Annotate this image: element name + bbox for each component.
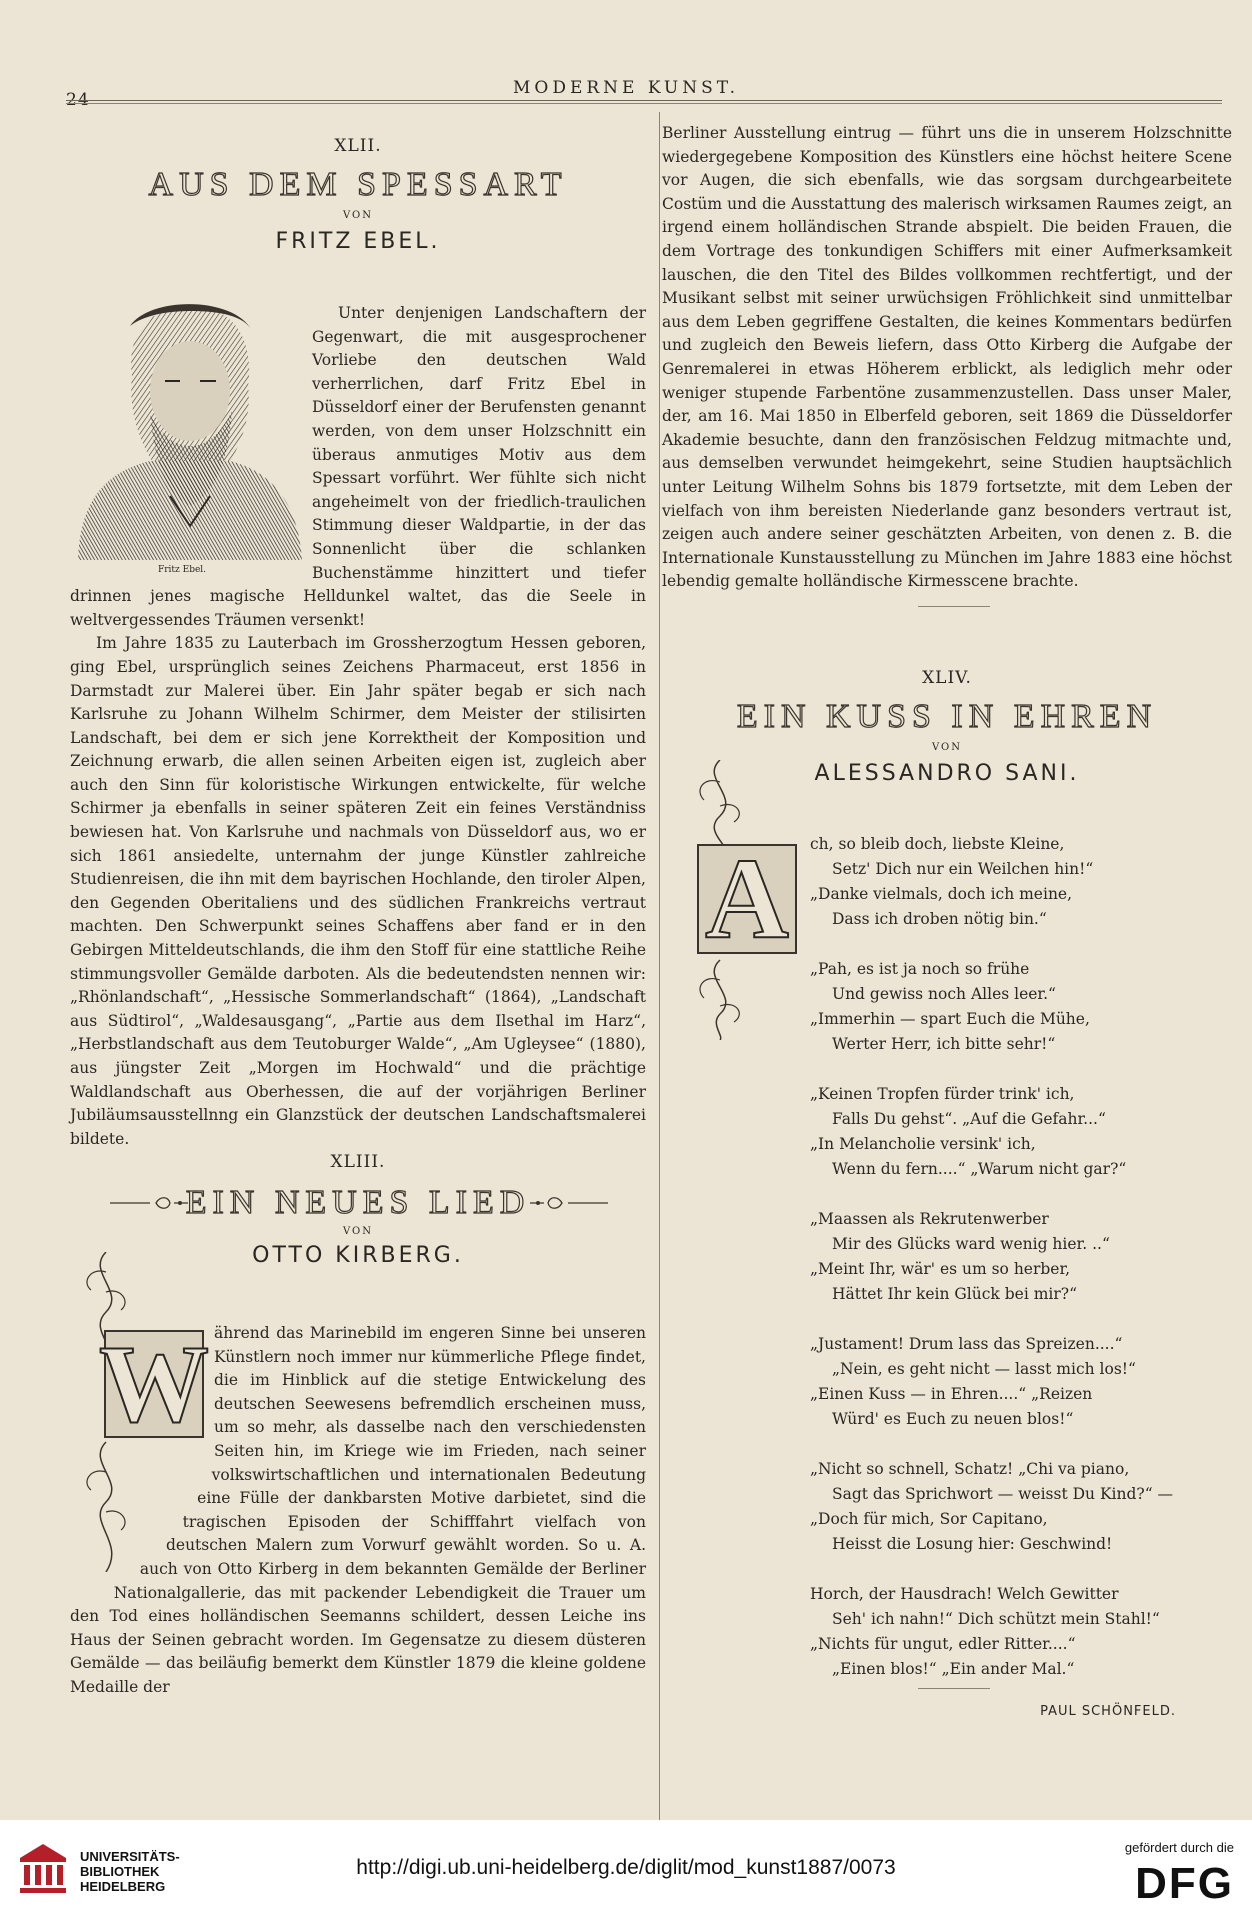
poem-line: Heisst die Losung hier: Geschwind! bbox=[832, 1535, 1113, 1553]
header-rule bbox=[66, 100, 1222, 104]
article-title: EIN KUSS IN EHREN bbox=[736, 698, 1158, 735]
poem-line: „Pah, es ist ja noch so frühe bbox=[810, 960, 1030, 978]
section-divider bbox=[918, 606, 990, 607]
permalink-url[interactable]: http://digi.ub.uni-heidelberg.de/diglit/mod_kunst1887/0073 bbox=[356, 1856, 896, 1879]
poem-line: „Danke vielmals, doch ich meine, bbox=[810, 885, 1073, 903]
poem-stanzas bbox=[810, 832, 1220, 1682]
poem-line: Hättet Ihr kein Glück bei mir?“ bbox=[832, 1285, 1078, 1303]
article-author: FRITZ EBEL. bbox=[275, 229, 441, 254]
poem-line: Seh' ich nahn!“ Dich schützt mein Stahl!“ bbox=[832, 1610, 1160, 1628]
article-title: AUS DEM SPESSART bbox=[148, 166, 568, 203]
running-title: MODERNE KUNST. bbox=[512, 78, 740, 98]
poem-stanza bbox=[810, 1207, 1220, 1307]
poem-stanza bbox=[810, 957, 1220, 1057]
poem-line: „Nichts für ungut, edler Ritter....“ bbox=[810, 1635, 1076, 1653]
column-rule bbox=[659, 112, 660, 1822]
article-number: XLIV. bbox=[922, 668, 972, 688]
article-xlii-paragraph-2: Im Jahre 1835 zu Lauterbach im Grossherzogtum Hessen geboren, ging Ebel, ursprünglich seines Zeichens Pharmaceut, erst 1856 in Darmstadt zur Malerei über. Ein Jahr später begab er sich nach Karlsruhe zu Johann Wilhelm Schirmer, dem Meister der stilisirten Landschaft, bei dem er sich jene Korrektheit der Komposition und Zeichnung erwarb, die allen seinen Arbeiten eigen ist, zugleich aber auch den Sinn für koloristische Wirkungen entwickelte, für welche Schirmer ja ebenfalls in seiner späteren Zeit ein feines Verständniss bewiesen hat. Von Karlsruhe und nachmals von Düsseldorf aus, wo er sich 1861 ansiedelte, unternahm der junge Künstler zahlreiche Studienreisen, die ihn mit dem bayrischen Hochlande, den tiroler Alpen, den Gegenden Oberitaliens und des südlichen Frankreichs vertraut machten. Den Schwerpunkt seines Schaffens aber fand er in den Gebirgen Mitteldeutschlands, die ihm den Stoff für eine stattliche Reihe stimmungsvoller Gemälde darboten. Als die bedeutendsten nennen wir: „Rhönlandschaft“, „Hessische Sommerlandschaft“ (1864), „Landschaft aus Südtirol“, „Waldesausgang“, „Partie aus dem Ilsethal im Harz“, „Herbstlandschaft aus dem Teutoburger Walde“, „Am Ugleysee“ (1880), aus jüngster Zeit „Morgen im Hochwald“ und die prächtige Waldlandschaft aus Oberhessen, die auf der vorjährigen Berliner Jubiläumsausstellnng ein Glanzstück der deutschen Landschaftsmalerei bildete. bbox=[70, 634, 646, 1148]
article-number: XLIII. bbox=[330, 1152, 386, 1172]
poem-line: „Nicht so schnell, Schatz! „Chi va piano, bbox=[810, 1460, 1130, 1478]
poem-line: „Meint Ihr, wär' es um so herber, bbox=[810, 1260, 1071, 1278]
poem-line: Horch, der Hausdrach! Welch Gewitter bbox=[810, 1585, 1119, 1603]
poem-line: Setz' Dich nur ein Weilchen hin!“ bbox=[832, 860, 1094, 878]
article-xliii-body bbox=[70, 1322, 646, 1700]
poem-stanza bbox=[810, 1582, 1220, 1682]
poem-line: „Maassen als Rekrutenwerber bbox=[810, 1210, 1049, 1228]
portrait-caption: Fritz Ebel. bbox=[158, 565, 207, 575]
poem-line: Wenn du fern....“ „Warum nicht gar?“ bbox=[832, 1160, 1127, 1178]
poem-line: „Einen Kuss — in Ehren....“ „Reizen bbox=[810, 1385, 1093, 1403]
dfg-logo: DFG bbox=[1135, 1859, 1234, 1908]
article-title: EIN NEUES LIED bbox=[185, 1184, 531, 1221]
drop-cap-w: W bbox=[99, 1322, 209, 1445]
poem-line: „Immerhin — spart Euch die Mühe, bbox=[810, 1010, 1090, 1028]
poem-stanza bbox=[810, 1082, 1220, 1182]
poem-line: „Doch für mich, Sor Capitano, bbox=[810, 1510, 1048, 1528]
poem-line: „In Melancholie versink' ich, bbox=[810, 1135, 1036, 1153]
von-label: VON bbox=[343, 210, 373, 221]
page-number: 24 bbox=[66, 90, 90, 110]
poem-line: Falls Du gehst“. „Auf die Gefahr...“ bbox=[832, 1110, 1106, 1128]
article-xliii-continuation bbox=[662, 122, 1232, 594]
article-xliii-paragraph-2: Berliner Ausstellung eintrug — führt uns die in unserem Holzschnitte wiedergegebene Komposition des Künstlers eine höchst heitere Scene vor Augen, die sich ebenfalls, wie das sorgsam durchgearbeitete Costüm und die Ausstattung des malerisch wirksamen Raumes zeigt, an irgend einem holländischen Strande abspielt. Die beiden Frauen, die dem Vortrage des tonkundigen Schiffers mit einer Aufmerksamkeit lauschen, die den Titel des Bildes vollkommen rechtfertigt, und der Musikant selbst mit seiner urwüchsigen Fröhlichkeit sind unmittelbar aus dem Leben gegriffene Gestalten, die keines Kommentars bedürfen und zugleich den Beweis liefern, dass Otto Kirberg die Aufgabe der Genremalerei in etwas Höherem erblickt, als lediglich mehr oder weniger stupende Farbentöne zusammenzustellen. Dass unser Maler, der, am 16. Mai 1850 in Elberfeld geboren, seit 1869 die Düsseldorfer Akademie besuchte, dann den französischen Feldzug mitmachte und, aus demselben verwundet heimgekehrt, seine Studien hauptsächlich unter Leitung Wilhelm Sohns bis 1879 fortsetzte, mit dem Leben der vielfach von ihm bereisten Niederlande ganz besonders vertraut ist, zeigen auch andere seiner geschätzten Arbeiten, von denen z. B. die Internationale Kunstausstellung zu München im Jahre 1883 eine höchst lebendig gemalte holländische Kirmesscene brachte. bbox=[662, 124, 1232, 591]
funding-note: gefördert durch die bbox=[1124, 1840, 1234, 1855]
von-label: VON bbox=[932, 742, 962, 753]
poem-line: „Keinen Tropfen fürder trink' ich, bbox=[810, 1085, 1075, 1103]
poem-line: Werter Herr, ich bitte sehr!“ bbox=[832, 1035, 1056, 1053]
library-name: UNIVERSITÄTS- BIBLIOTHEK HEIDELBERG bbox=[80, 1849, 180, 1894]
poem-stanza bbox=[810, 832, 1220, 932]
article-xlii-heading bbox=[70, 136, 646, 254]
title-ornament-left bbox=[110, 1196, 188, 1210]
poem-line: „Justament! Drum lass das Spreizen....“ bbox=[810, 1335, 1123, 1353]
poem-line: Dass ich droben nötig bin.“ bbox=[832, 910, 1047, 928]
poem-line: ch, so bleib doch, liebste Kleine, bbox=[810, 835, 1065, 853]
article-author: OTTO KIRBERG. bbox=[252, 1243, 464, 1268]
poem-line: „Nein, es geht nicht — lasst mich los!“ bbox=[832, 1360, 1136, 1378]
article-xliii-paragraph-1: ährend das Marinebild im engeren Sinne bei unseren Künstlern noch immer nur kümmerliche Pflege findet, die im Hinblick auf die stetige Entwickelung des deutschen Seewesens befremdlich erscheinen muss, um so mehr, als dasselbe nach den verschiedensten Seiten hin, im Kriege wie im Frieden, nach seiner volkswirtschaftlichen und internationalen Bedeutung eine Fülle der dankbarsten Motive darbietet, sind die tragischen Episoden der Schifffahrt vielfach von deutschen Malern zum Vorwurf gewählt worden. So u. A. auch von Otto Kirberg in dem bekannten Gemälde der Berliner Nationalgallerie, das mit packender Lebendigkeit die Trauer um den Tod eines holländischen Seemanns schildert, dessen Leiche ins Haus der Seinen gebracht worden. Im Gegensatze zu diesem düsteren Gemälde — das beiläufig bemerkt dem Künstler 1879 die kleine goldene Medaille der bbox=[70, 1324, 646, 1696]
end-divider bbox=[918, 1688, 990, 1689]
von-label: VON bbox=[343, 1226, 373, 1237]
poem-line: Sagt das Sprichwort — weisst Du Kind?“ — bbox=[832, 1485, 1174, 1503]
digitization-footer bbox=[0, 1820, 1252, 1918]
poem-stanza bbox=[810, 1457, 1220, 1557]
title-ornament-right bbox=[530, 1196, 608, 1210]
poem bbox=[810, 832, 1220, 1724]
article-xliii-heading bbox=[70, 1152, 646, 1268]
poem-line: Und gewiss noch Alles leer.“ bbox=[832, 985, 1056, 1003]
article-xlii-paragraph-1: Unter denjenigen Landschaftern der Gegenwart, die mit ausgesprochener Vorliebe den deutschen Wald verherrlichen, darf Fritz Ebel in Düsseldorf einer der Berufensten genannt werden, von dem unser Holzschnitt ein überaus anmutiges Motiv aus dem Spessart vorführt. Wer fühlte sich nicht angeheimelt von der friedlich-traulichen Stimmung dieser Waldpartie, in der das Sonnenlicht über die schlanken Buchenstämme hinzittert und tiefer drinnen jenes magische Helldunkel waltet, das die Seele in weltvergessendes Träumen versenkt! bbox=[70, 304, 646, 629]
article-number: XLII. bbox=[334, 136, 382, 156]
poem-stanza bbox=[810, 1332, 1220, 1432]
article-author: ALESSANDRO SANI. bbox=[814, 761, 1080, 786]
drop-cap-a: A bbox=[697, 844, 797, 954]
poem-line: „Einen blos!“ „Ein ander Mal.“ bbox=[832, 1660, 1075, 1678]
poem-signature: PAUL SCHÖNFELD. bbox=[1040, 1704, 1176, 1719]
article-xlii-body bbox=[70, 302, 646, 1151]
poem-line: Mir des Glücks ward wenig hier. ..“ bbox=[832, 1235, 1110, 1253]
poem-line: Würd' es Euch zu neuen blos!“ bbox=[832, 1410, 1074, 1428]
